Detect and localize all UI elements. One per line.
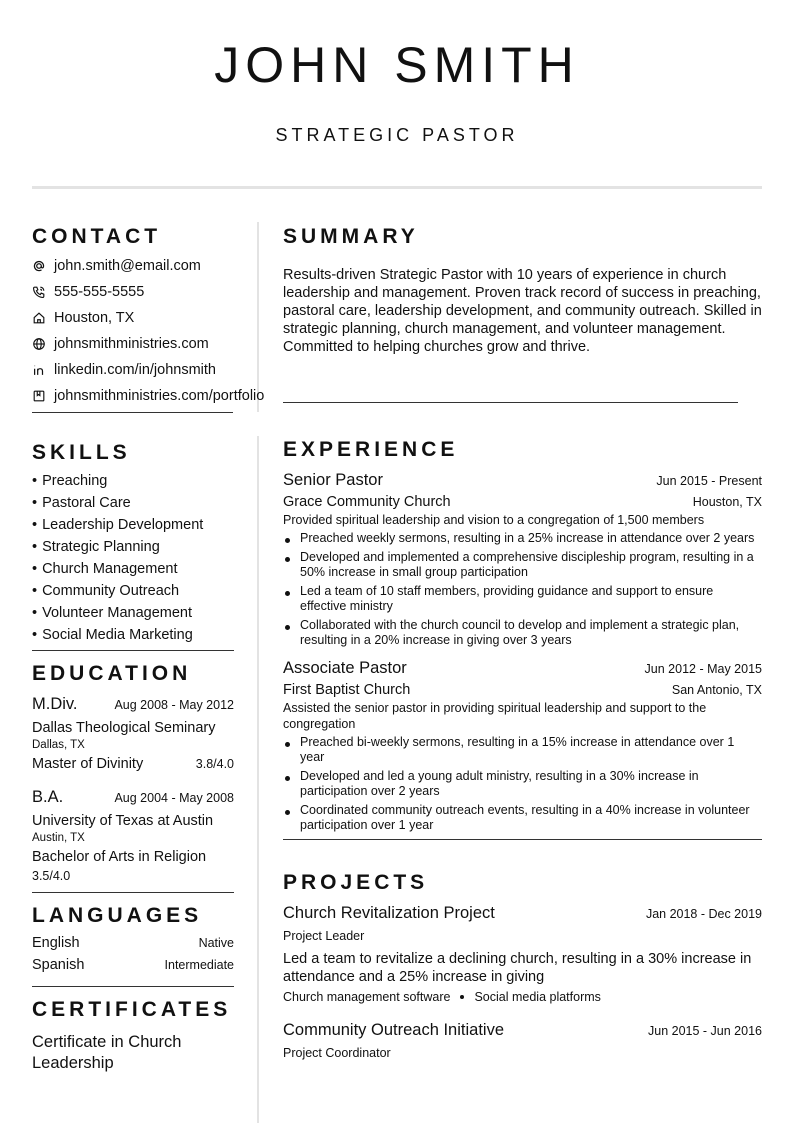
job-entry (283, 659, 762, 833)
summary-section (283, 224, 762, 403)
gpa: 3.8/4.0 (195, 757, 234, 771)
job-bullet: Coordinated community outreach events, resulting in a 40% increase in volunteer participation over 1 year (283, 803, 762, 833)
language-item: Spanish Intermediate (32, 957, 234, 973)
project-tags (283, 990, 762, 1004)
education-dates: Aug 2004 - May 2008 (114, 791, 234, 805)
job-bullets (283, 735, 762, 833)
project-tag: Church management software (283, 990, 451, 1004)
contact-portfolio[interactable] (32, 383, 265, 409)
degree-field: Bachelor of Arts in Religion (32, 849, 207, 865)
column-divider-top (257, 222, 259, 412)
contact-portfolio-text: johnsmithministries.com/portfolio (54, 388, 265, 404)
project-description: Led a team to revitalize a declining church, resulting in a 30% increase in attendance and a 25% increase in giving (283, 951, 752, 985)
school-name: University of Texas at Austin (32, 813, 214, 829)
phone-icon (32, 285, 46, 299)
job-bullet: Developed and implemented a comprehensive discipleship program, resulting in a 50% increase in small group participation (283, 550, 762, 580)
contact-phone[interactable] (32, 279, 234, 305)
education-heading: EDUCATION (32, 662, 192, 685)
summary-text: Results-driven Strategic Pastor with 10 years of experience in church leadership and management. Proven track record of success in preaching, pastoral care, leadership development, and community outreach. Skilled in strategic planning, church management, and volunteer management. Committed to helping churches grow and thrive. (283, 267, 762, 355)
job-bullets (283, 531, 762, 648)
degree: B.A. (32, 788, 64, 806)
linkedin-icon (32, 363, 46, 377)
skill-item: • Social Media Marketing (32, 627, 193, 643)
skill-item: • Community Outreach (32, 583, 180, 599)
school-location: Austin, TX (32, 832, 85, 844)
languages-section (32, 903, 234, 987)
job-dates: Jun 2015 - Present (656, 474, 762, 488)
job-organization: Grace Community Church (283, 494, 451, 510)
gpa: 3.5/4.0 (32, 869, 71, 883)
contact-heading: CONTACT (32, 225, 162, 248)
column-divider-bottom (257, 436, 259, 1123)
contact-location-text: Houston, TX (54, 310, 135, 326)
skill-item: • Church Management (32, 561, 178, 577)
education-dates: Aug 2008 - May 2012 (114, 698, 234, 712)
job-description: Provided spiritual leadership and vision to a congregation of 1,500 members (283, 513, 705, 527)
job-bullet: Led a team of 10 staff members, providing guidance and support to ensure effective ministry (283, 584, 762, 614)
degree-field: Master of Divinity (32, 756, 144, 772)
project-dates: Jun 2015 - Jun 2016 (648, 1024, 762, 1038)
job-bullet: Preached bi-weekly sermons, resulting in a 15% increase in attendance over 1 year (283, 735, 762, 765)
skill-item: • Preaching (32, 473, 108, 489)
experience-divider (283, 839, 762, 840)
job-location: San Antonio, TX (671, 683, 762, 697)
candidate-name: JOHN SMITH (214, 37, 580, 93)
job-description: Assisted the senior pastor in providing spiritual leadership and support to the congregation (283, 701, 707, 731)
home-icon (32, 311, 46, 325)
skills-heading: SKILLS (32, 441, 131, 464)
summary-divider (283, 402, 738, 403)
education-section (32, 661, 234, 893)
contact-email-text: john.smith@email.com (54, 258, 201, 274)
left-column (32, 224, 265, 1074)
education-divider (32, 892, 234, 893)
contact-linkedin-text: linkedin.com/in/johnsmith (54, 362, 216, 378)
degree: M.Div. (32, 695, 78, 713)
school-location: Dallas, TX (32, 739, 85, 751)
certificate-item: Certificate in Church Leadership (32, 1033, 182, 1072)
skill-item: • Strategic Planning (32, 539, 160, 555)
project-role: Project Coordinator (283, 1046, 391, 1060)
contact-phone-text: 555-555-5555 (54, 284, 145, 300)
project-entry (283, 1021, 762, 1060)
education-entry (32, 788, 234, 883)
job-bullet: Collaborated with the church council to develop and implement a strategic plan, resulting in a 20% increase in giving over 3 years (283, 618, 762, 648)
project-dates: Jan 2018 - Dec 2019 (645, 907, 762, 921)
contact-section (32, 224, 265, 413)
project-name: Community Outreach Initiative (283, 1021, 505, 1039)
skill-item: • Pastoral Care (32, 495, 131, 511)
job-title: Senior Pastor (283, 471, 383, 489)
job-title: Associate Pastor (283, 659, 407, 677)
job-location: Houston, TX (692, 495, 762, 509)
globe-icon (32, 337, 46, 351)
education-entry (32, 695, 234, 772)
certificates-heading: CERTIFICATES (32, 998, 232, 1021)
summary-heading: SUMMARY (283, 225, 419, 248)
contact-website[interactable] (32, 331, 234, 357)
languages-heading: LANGUAGES (32, 904, 203, 927)
portfolio-icon (32, 389, 46, 403)
experience-section (283, 437, 762, 840)
project-entry (283, 904, 762, 1004)
tag-separator (460, 995, 464, 999)
certificates-section (32, 997, 234, 1074)
job-organization: First Baptist Church (283, 682, 411, 698)
contact-linkedin[interactable] (32, 357, 234, 383)
job-dates: Jun 2012 - May 2015 (644, 662, 762, 676)
project-tag: Social media platforms (474, 990, 601, 1004)
experience-heading: EXPERIENCE (283, 438, 459, 461)
language-item: English Native (32, 935, 234, 951)
contact-website-text: johnsmithministries.com (54, 336, 209, 352)
job-entry (283, 471, 762, 648)
at-icon (32, 259, 46, 273)
header-divider (32, 186, 762, 189)
school-name: Dallas Theological Seminary (32, 720, 216, 736)
contact-email[interactable] (32, 253, 234, 279)
projects-heading: PROJECTS (283, 871, 429, 894)
skill-item: • Leadership Development (32, 517, 204, 533)
job-bullet: Developed and led a young adult ministry, resulting in a 30% increase in participation over 2 years (283, 769, 762, 799)
project-name: Church Revitalization Project (283, 904, 495, 922)
job-bullet: Preached weekly sermons, resulting in a 25% increase in attendance over 2 years (283, 531, 762, 546)
languages-divider (32, 986, 234, 987)
contact-location (32, 305, 234, 331)
skills-section (32, 440, 234, 651)
skills-divider (32, 650, 234, 651)
project-role: Project Leader (283, 929, 365, 943)
contact-divider (32, 412, 233, 413)
candidate-title: STRATEGIC PASTOR (275, 125, 519, 145)
projects-section (283, 870, 762, 1060)
skill-item: • Volunteer Management (32, 605, 193, 621)
